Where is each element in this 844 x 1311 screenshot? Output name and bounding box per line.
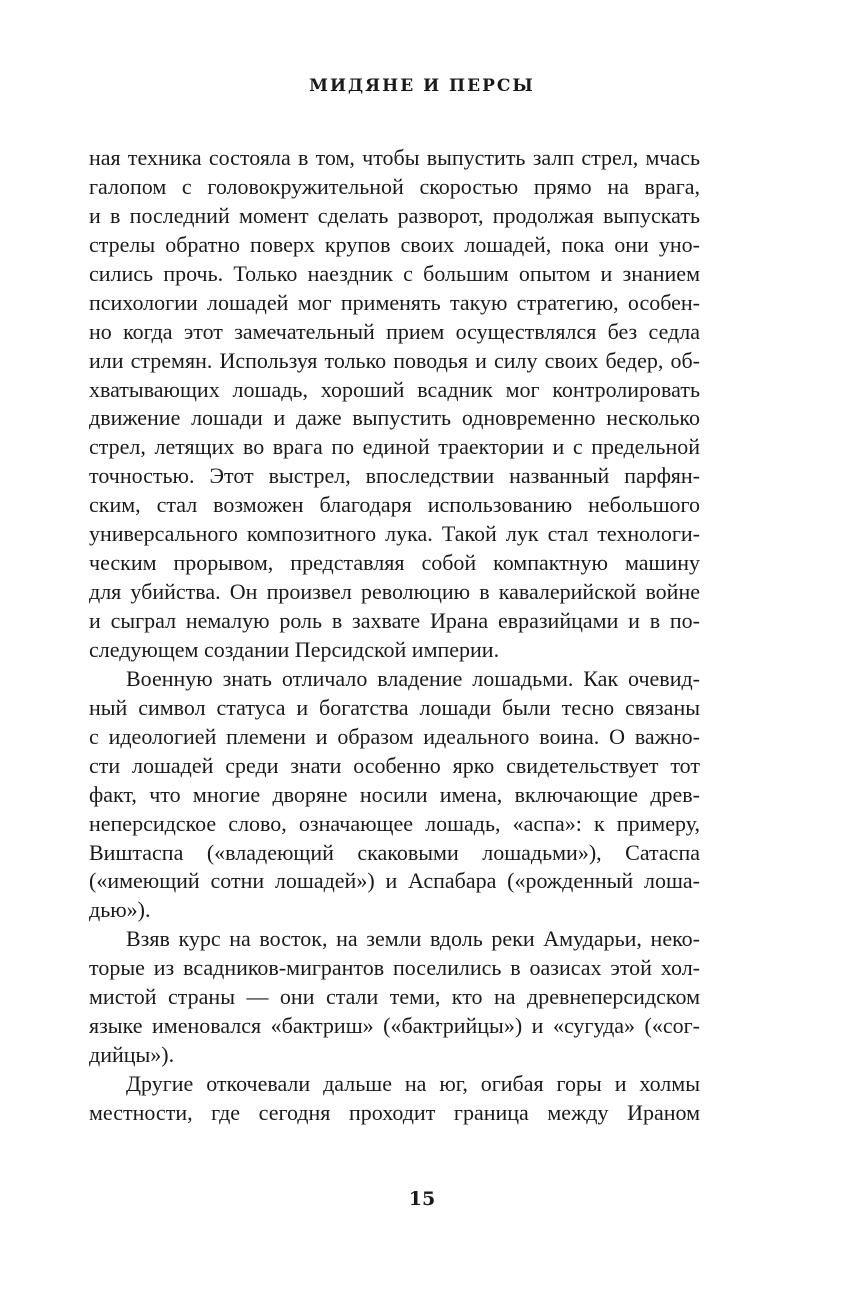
text-line: местности, где сегодня проходит граница между Ираном xyxy=(89,1099,700,1125)
text-line: стрелы обратно поверх крупов своих лошадей, пока они уно- xyxy=(89,231,700,257)
text-line: мистой страны — они стали теми, кто на древнеперсидском xyxy=(89,984,700,1010)
text-line: языке именовался «бактриш» («бактрийцы») и «сугуда» («сог- xyxy=(89,1013,700,1039)
text-line: с идеологией племени и образом идеального воина. О важно- xyxy=(89,723,700,749)
text-line: сились прочь. Только наездник с большим опытом и знанием xyxy=(89,260,700,286)
text-line: или стремян. Используя только поводья и силу своих бедер, об- xyxy=(89,347,700,373)
text-line: Военную знать отличало владение лошадьми. Как очевид- xyxy=(126,665,700,691)
text-line: галопом с головокружительной скоростью прямо на врага, xyxy=(89,173,700,199)
running-head: МИДЯНЕ И ПЕРСЫ xyxy=(309,76,535,96)
text-line: ная техника состояла в том, чтобы выпустить залп стрел, мчась xyxy=(89,145,700,170)
text-line: стрел, летящих во врага по единой траектории и с предельной xyxy=(89,434,700,460)
text-line: Взяв курс на восток, на земли вдоль реки Амударьи, неко- xyxy=(126,926,700,952)
text-line: неперсидское слово, означающее лошадь, «аспа»: к примеру, xyxy=(89,810,700,836)
text-line: и в последний момент сделать разворот, продолжая выпускать xyxy=(89,202,700,228)
text-line: психологии лошадей мог применять такую стратегию, особен- xyxy=(89,289,700,315)
text-line: Другие откочевали дальше на юг, огибая горы и холмы xyxy=(126,1071,700,1096)
text-line: и сыграл немалую роль в захвате Ирана евразийцами и в по- xyxy=(89,608,700,633)
text-line: движение лошади и даже выпустить одновременно несколько xyxy=(89,405,700,431)
paragraph xyxy=(89,925,700,1070)
paragraph xyxy=(89,1070,700,1128)
text-line: Виштаспа («владеющий скаковыми лошадьми»), Сатаспа xyxy=(89,839,700,865)
text-line: ским, стал возможен благодаря использованию небольшого xyxy=(89,492,700,518)
text-line: дийцы»). xyxy=(89,1042,175,1068)
text-line: хватывающих лошадь, хороший всадник мог контролировать xyxy=(89,376,700,402)
body-text xyxy=(89,144,700,1128)
text-line: («имеющий сотни лошадей») и Аспабара («рожденный лоша- xyxy=(89,868,700,894)
text-line: универсального композитного лука. Такой лук стал технологи- xyxy=(89,521,700,547)
text-line: для убийства. Он произвел революцию в кавалерийской войне xyxy=(89,579,700,605)
text-line: следующем создании Персидской империи. xyxy=(89,636,500,662)
text-line: точностью. Этот выстрел, впоследствии названный парфян- xyxy=(89,463,700,489)
text-line: торые из всадников-мигрантов поселились в оазисах этой хол- xyxy=(89,955,700,981)
page-number: 15 xyxy=(408,1188,436,1210)
text-line: сти лошадей среди знати особенно ярко свидетельствует тот xyxy=(89,752,700,778)
text-line: факт, что многие дворяне носили имена, включающие древ- xyxy=(89,781,700,807)
text-line: дью»). xyxy=(89,897,151,923)
text-line: но когда этот замечательный прием осуществлялся без седла xyxy=(89,318,700,344)
paragraph xyxy=(89,144,700,665)
text-line: ческим прорывом, представляя собой компактную машину xyxy=(89,550,700,576)
paragraph xyxy=(89,665,700,925)
text-line: ный символ статуса и богатства лошади были тесно связаны xyxy=(89,694,700,720)
